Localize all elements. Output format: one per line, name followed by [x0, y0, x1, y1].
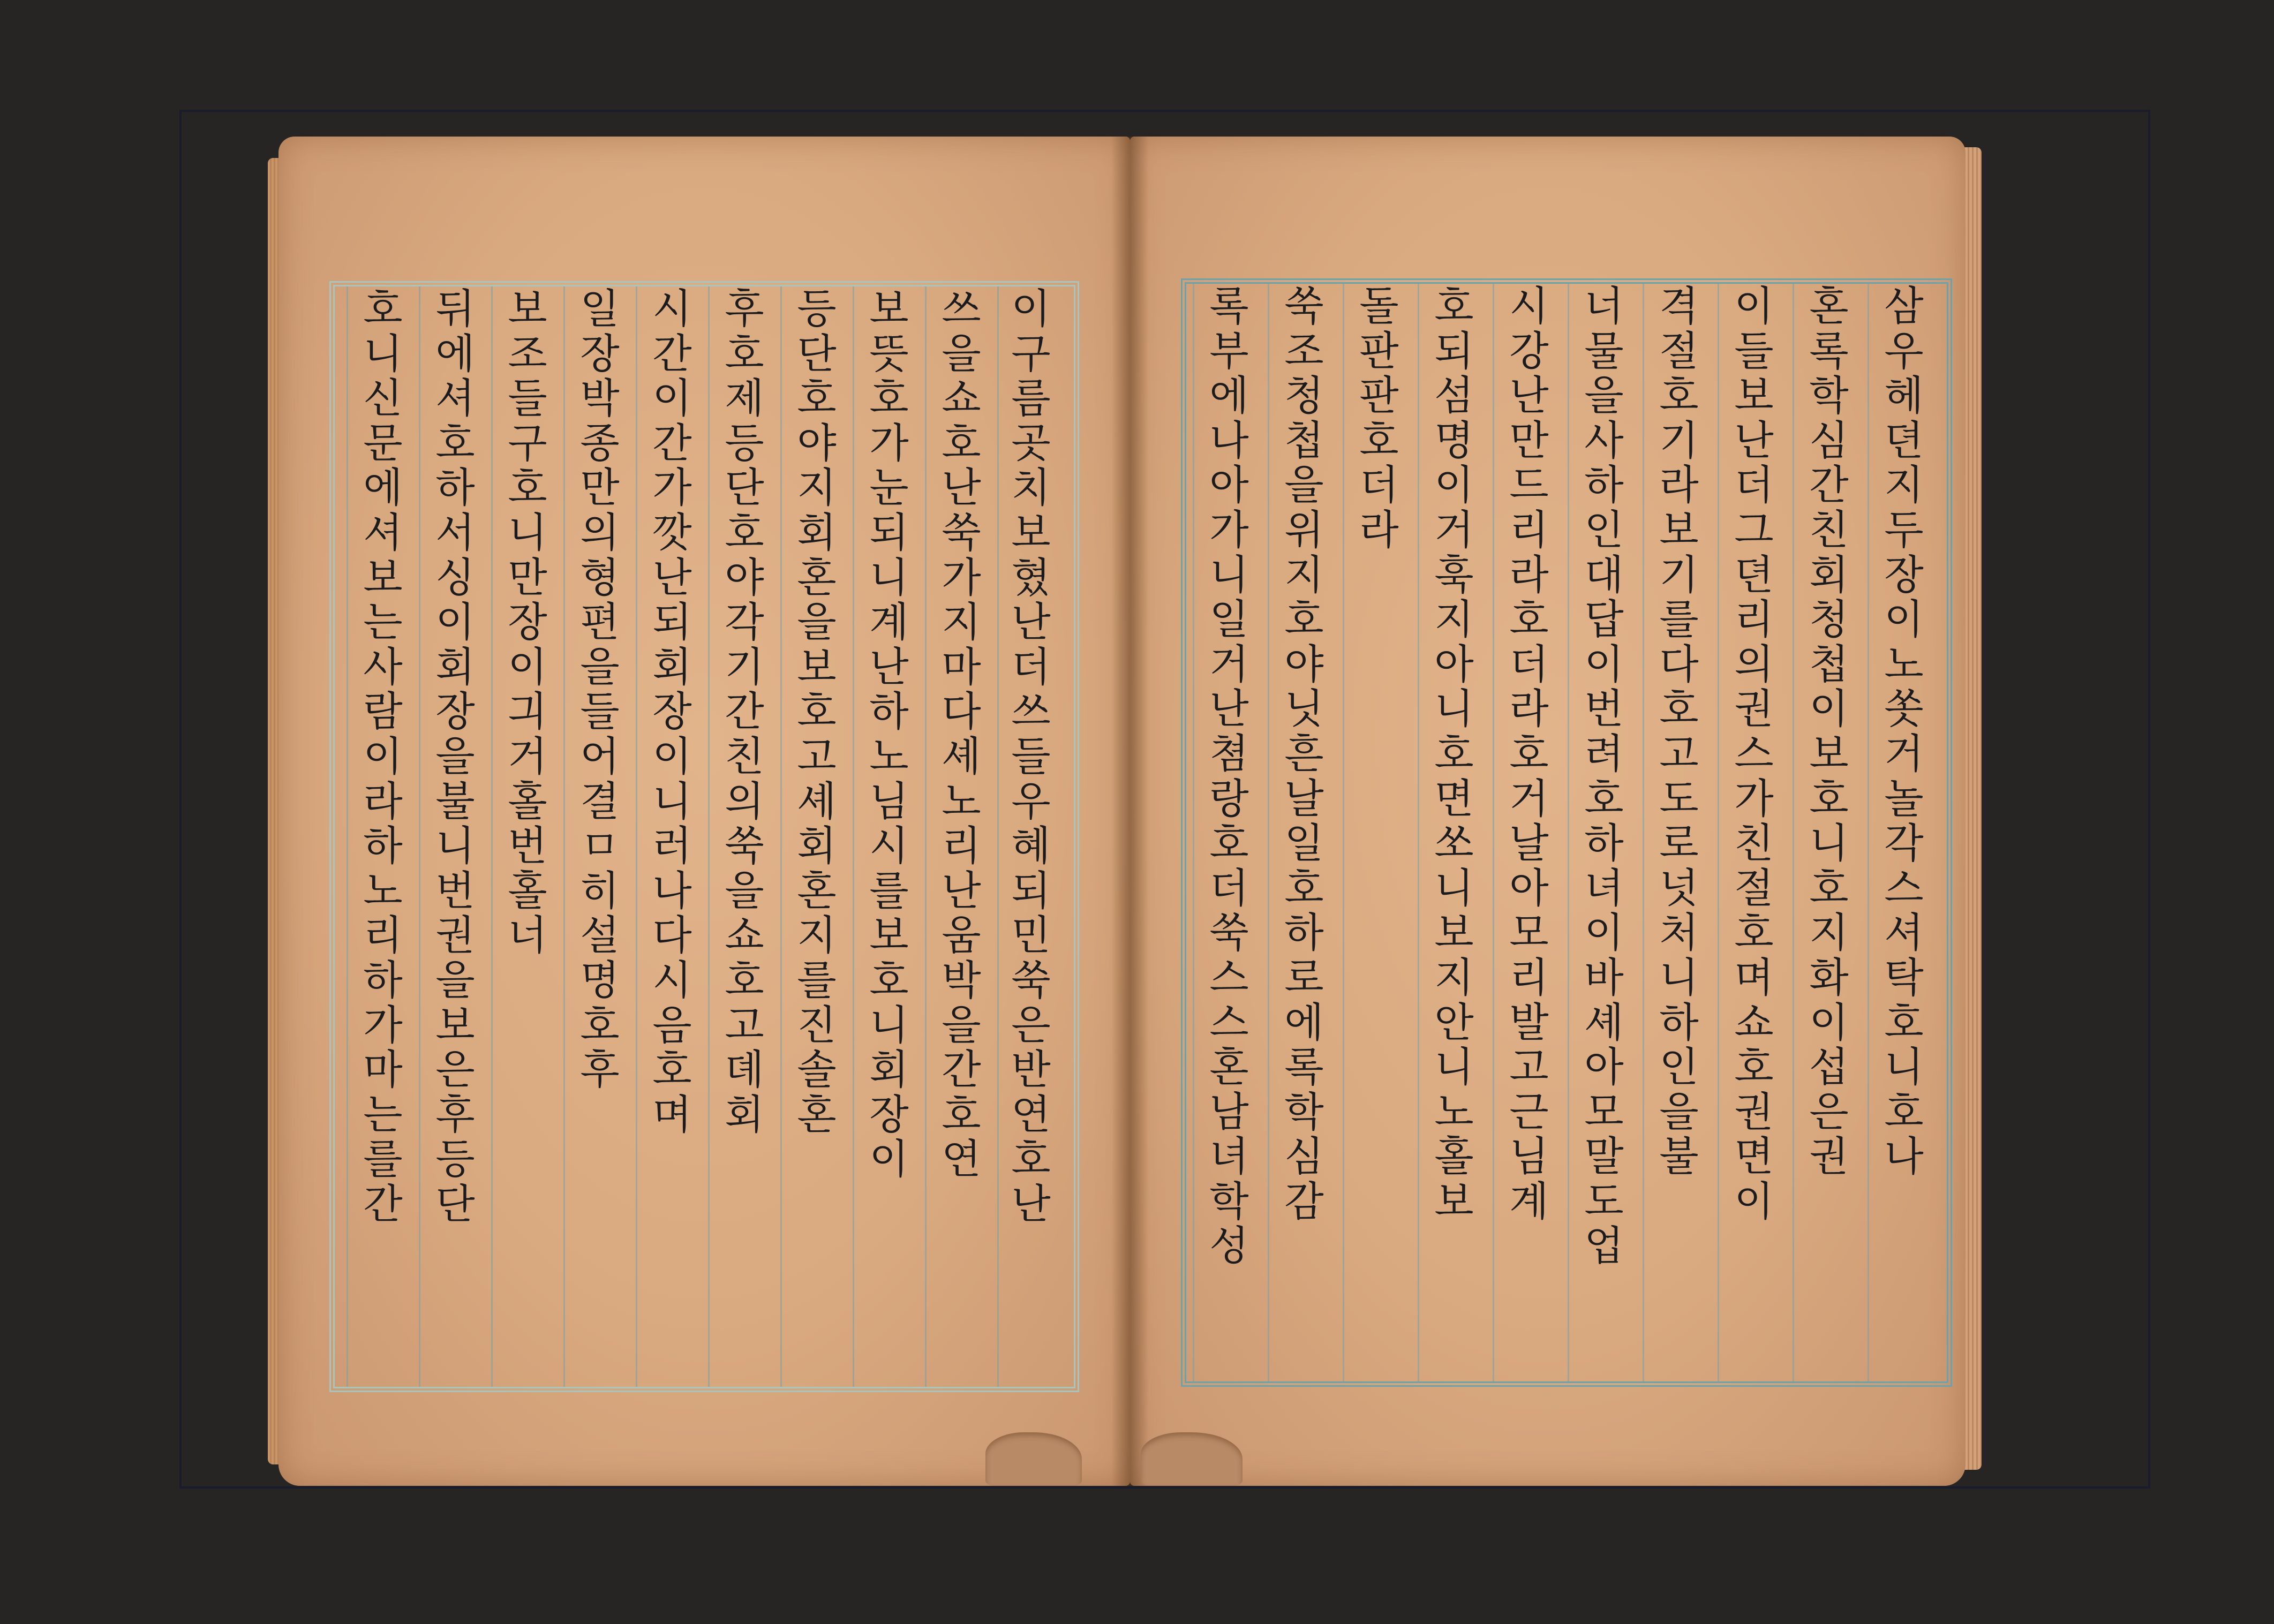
left-col-5: 후 호 제 등 단 호 야 각 기 간 친 의 쑥 을 쇼 호 고 뎨 회	[725, 285, 764, 1138]
left-col-2: 쓰 을 쇼 호 난 쑥 가 지 마 다 셰 노 리 난 움 박 을 간 호 연	[942, 285, 981, 1183]
column-rule	[1718, 284, 1719, 1381]
left-col-6: 시 간 이 간 가 깟 난 되 회 장 이 니 러 나 다 시 음 호 며	[652, 285, 692, 1138]
column-rule	[1793, 284, 1794, 1381]
left-page-grid	[329, 281, 1079, 1392]
page-tear-right	[1141, 1432, 1243, 1486]
column-rule	[1268, 284, 1269, 1381]
right-col-4: 격 절 호 기 라 보 기 를 다 호 고 도 로 넛 처 니 하 인 을 불	[1659, 282, 1699, 1181]
right-col-2: 혼 록 학 심 간 친 회 청 첩 이 보 호 니 호 지 화 이 섭 은 권	[1809, 282, 1849, 1181]
column-rule	[1493, 284, 1494, 1381]
column-rule	[1868, 284, 1869, 1381]
right-col-6: 시 강 난 만 드 리 라 호 더 라 호 거 날 아 모 리 발 고 근 님 계	[1509, 282, 1549, 1225]
column-rule	[1193, 284, 1194, 1381]
open-book	[278, 137, 1966, 1486]
left-col-4: 등 단 호 야 지 회 혼 을 보 호 고 셰 회 혼 지 를 진 솔 혼	[797, 285, 837, 1138]
column-rule	[1643, 284, 1644, 1381]
column-rule	[491, 286, 493, 1387]
left-col-7: 일 장 박 종 만 의 형 편 을 들 어 결 ㅁ 히 설 명 호 후	[580, 285, 620, 1094]
right-col-9: 쑥 조 청 첩 을 위 지 호 야 닛 흔 날 일 호 하 로 에 록 학 심 감	[1284, 282, 1324, 1225]
right-col-5: 너 물 을 사 하 인 대 답 이 번 려 호 하 녀 이 바 셰 아 모 말 도 업	[1584, 282, 1624, 1270]
column-rule	[708, 286, 710, 1387]
page-tear-left	[985, 1432, 1082, 1486]
left-col-3: 보 뜻 호 가 눈 되 니 계 난 하 노 님 시 를 보 호 니 회 장 이	[869, 285, 909, 1183]
right-col-1: 삼 우 헤 뎐 지 두 장 이 노 쏫 거 놀 각 스 셔 탁 호 니 호 나	[1884, 282, 1924, 1181]
column-rule	[419, 286, 420, 1387]
column-rule	[563, 286, 565, 1387]
column-rule	[925, 286, 927, 1387]
left-col-1: 이 구 름 곳 치 보 혔 난 더 쓰 들 우 혜 되 민 쑥 은 반 연 호 난	[1011, 285, 1051, 1228]
left-col-10: 호 니 신 문 에 셔 보 는 사 람 이 라 하 노 리 하 가 마 는 를 간	[363, 285, 403, 1228]
column-rule	[1343, 284, 1344, 1381]
column-rule	[636, 286, 637, 1387]
column-rule	[347, 286, 348, 1387]
right-page-grid	[1181, 278, 1952, 1387]
column-rule	[1418, 284, 1419, 1381]
column-rule	[853, 286, 854, 1387]
column-rule	[780, 286, 782, 1387]
right-col-8: 돌 판 판 호 더 라	[1359, 282, 1399, 554]
book-gutter	[1111, 137, 1149, 1486]
column-rule	[1568, 284, 1569, 1381]
right-col-10: 록 부 에 나 아 가 니 일 거 난 쳠 랑 호 더 쑥 스 스 혼 남 녀 학 성	[1209, 282, 1249, 1270]
left-col-9: 뒤 에 셔 호 하 서 싱 이 회 장 을 불 니 번 권 을 보 은 후 등 단	[435, 285, 475, 1228]
column-rule	[997, 286, 999, 1387]
right-col-3: 이 들 보 난 더 그 뎐 리 의 권 스 가 친 절 호 며 쇼 호 권 면 이	[1734, 282, 1774, 1225]
right-col-7: 호 되 섬 명 이 거 훅 지 아 니 호 면 쏘 니 보 지 안 니 노 홀 보	[1434, 282, 1474, 1225]
left-col-8: 보 조 들 구 호 니 만 장 이 긔 거 홀 번 홀 너	[508, 285, 547, 960]
